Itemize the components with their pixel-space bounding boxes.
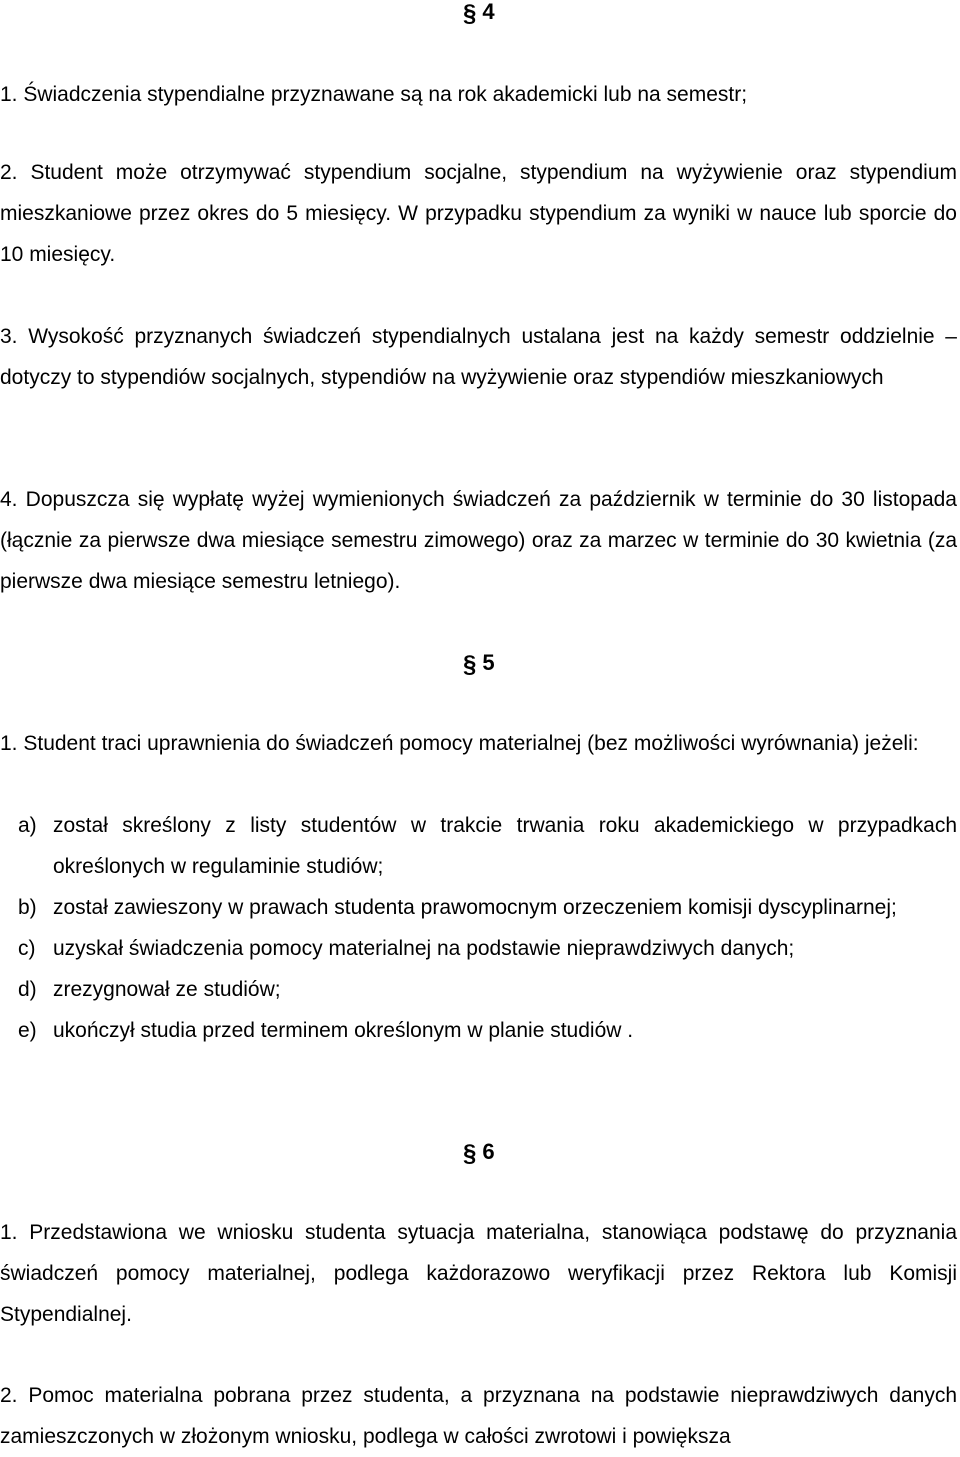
section-symbol: § <box>463 1140 477 1167</box>
section-symbol: § <box>463 651 477 678</box>
list-item-text: zrezygnował ze studiów; <box>53 978 281 1001</box>
list-item-text: został skreślony z listy studentów w trakcie trwania roku akademickiego w przypadkach określonych w regulaminie studiów; <box>53 814 957 878</box>
list-item-d <box>18 969 957 1010</box>
list-marker: b) <box>18 896 37 919</box>
section-heading-5 <box>463 650 495 678</box>
section-number: 6 <box>482 1139 495 1164</box>
section-heading-6 <box>463 1139 495 1167</box>
paragraph-6-2: 2. Pomoc materialna pobrana przez studenta, a przyznana na podstawie nieprawdziwych danych zamieszczonych w złożonym wniosku, podlega w całości zwrotowi i powiększa <box>0 1384 957 1448</box>
section-heading-4 <box>463 0 495 27</box>
paragraph-6-1: 1. Przedstawiona we wniosku studenta sytuacja materialna, stanowiąca podstawę do przyznania świadczeń pomocy materialnej, podlega każdorazowo weryfikacji przez Rektora lub Komisji Stypendialnej. <box>0 1221 957 1326</box>
list-item-c <box>18 928 957 969</box>
paragraph-4-4: 4. Dopuszcza się wypłatę wyżej wymienionych świadczeń za październik w terminie do 30 listopada (łącznie za pierwsze dwa miesiące semestru zimowego) oraz za marzec w terminie do 30 kwietnia (za pierwsze dwa miesiące semestru letniego). <box>0 488 957 593</box>
conditions-list <box>18 805 957 1051</box>
list-marker: c) <box>18 937 36 960</box>
paragraph-5-1-intro: 1. Student traci uprawnienia do świadczeń pomocy materialnej (bez możliwości wyrównania) jeżeli: <box>0 732 919 755</box>
list-marker: e) <box>18 1019 37 1042</box>
section-symbol: § <box>463 0 477 27</box>
list-marker: a) <box>18 814 37 837</box>
list-item-b <box>18 887 957 928</box>
section-number: 5 <box>482 650 495 675</box>
list-item-a <box>18 805 957 887</box>
paragraph-4-2: 2. Student może otrzymywać stypendium socjalne, stypendium na wyżywienie oraz stypendium mieszkaniowe przez okres do 5 miesięcy. W przypadku stypendium za wyniki w nauce lub sporcie do 10 miesięcy. <box>0 161 957 266</box>
paragraph-4-1: 1. Świadczenia stypendialne przyznawane są na rok akademicki lub na semestr; <box>0 83 748 106</box>
list-item-text: uzyskał świadczenia pomocy materialnej na podstawie nieprawdziwych danych; <box>53 937 795 960</box>
list-item-e <box>18 1010 957 1051</box>
section-number: 4 <box>482 0 495 24</box>
list-item-text: został zawieszony w prawach studenta prawomocnym orzeczeniem komisji dyscyplinarnej; <box>53 896 897 919</box>
paragraph-4-3: 3. Wysokość przyznanych świadczeń stypendialnych ustalana jest na każdy semestr oddzielnie – dotyczy to stypendiów socjalnych, stypendiów na wyżywienie oraz stypendiów mieszkaniowych <box>0 325 957 389</box>
list-marker: d) <box>18 978 37 1001</box>
list-item-text: ukończył studia przed terminem określonym w planie studiów . <box>53 1019 634 1042</box>
